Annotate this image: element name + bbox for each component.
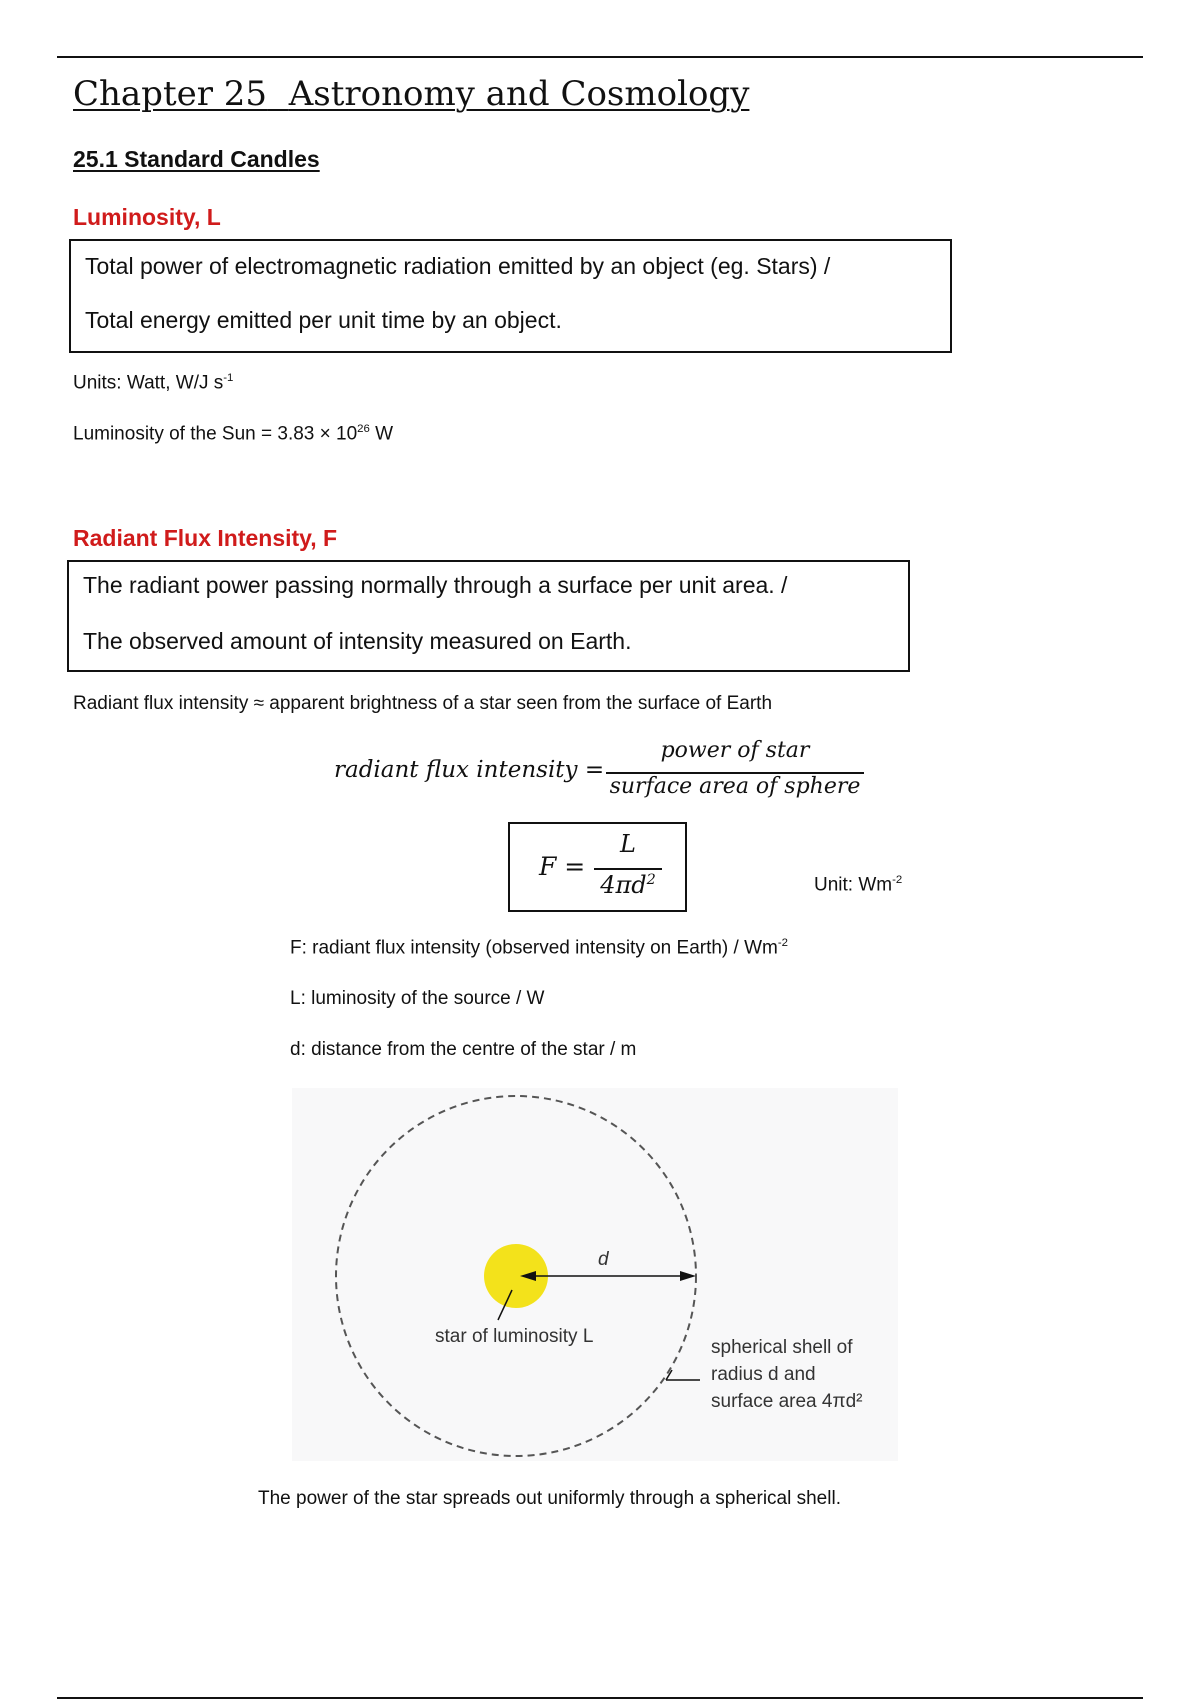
section-title: 25.1 Standard Candles bbox=[73, 146, 320, 172]
shell-label-line: surface area 4πd² bbox=[711, 1391, 863, 1412]
shell-label-line: spherical shell of bbox=[711, 1337, 853, 1358]
distance-label: d bbox=[598, 1249, 609, 1270]
flux-definition-line: The observed amount of intensity measured on Earth. bbox=[83, 628, 632, 654]
luminosity-units-sup: -1 bbox=[223, 372, 234, 384]
chapter-name: Astronomy and Cosmology bbox=[288, 74, 750, 114]
luminosity-definition-line: Total power of electromagnetic radiation emitted by an object (eg. Stars) / bbox=[85, 253, 831, 279]
luminosity-units-text: Units: Watt, W/J s bbox=[73, 372, 224, 394]
flux-unit-sup: -2 bbox=[892, 874, 903, 886]
symbol-text: d: distance from the centre of the star / m bbox=[290, 1039, 637, 1060]
formula-lhs: F = bbox=[539, 852, 586, 881]
sun-luminosity-text: Luminosity of the Sun = 3.83 × 10 bbox=[73, 423, 358, 445]
flux-approx-note: Radiant flux intensity ≈ apparent brightness of a star seen from the surface of Earth bbox=[73, 693, 773, 714]
flux-heading: Radiant Flux Intensity, F bbox=[73, 525, 338, 551]
formula-denominator-base: 4πd bbox=[600, 871, 647, 899]
chapter-number: Chapter 25 bbox=[73, 74, 268, 114]
word-equation-numerator: power of star bbox=[660, 738, 810, 763]
formula-numerator: L bbox=[620, 830, 636, 858]
flux-definition-line: The radiant power passing normally through a surface per unit area. / bbox=[83, 572, 788, 598]
flux-unit-text: Unit: Wm bbox=[814, 874, 893, 896]
symbol-text: F: radiant flux intensity (observed intensity on Earth) / Wm bbox=[290, 937, 778, 959]
diagram-caption: The power of the star spreads out uniformly through a spherical shell. bbox=[258, 1488, 841, 1509]
shell-label-line: radius d and bbox=[711, 1364, 816, 1385]
word-equation-lhs: radiant flux intensity = bbox=[334, 757, 605, 783]
symbol-sup: -2 bbox=[777, 937, 788, 949]
symbol-text: L: luminosity of the source / W bbox=[290, 988, 545, 1009]
shell-label bbox=[711, 1334, 862, 1415]
luminosity-definition-line: Total energy emitted per unit time by an object. bbox=[85, 307, 562, 333]
word-equation-denominator: surface area of sphere bbox=[609, 774, 861, 799]
sun-luminosity-exp: 26 bbox=[357, 423, 370, 435]
formula-denominator-exp: 2 bbox=[646, 872, 656, 888]
sun-luminosity-unit: W bbox=[369, 423, 394, 445]
luminosity-heading: Luminosity, L bbox=[73, 204, 221, 230]
star-label: star of luminosity L bbox=[435, 1326, 594, 1347]
